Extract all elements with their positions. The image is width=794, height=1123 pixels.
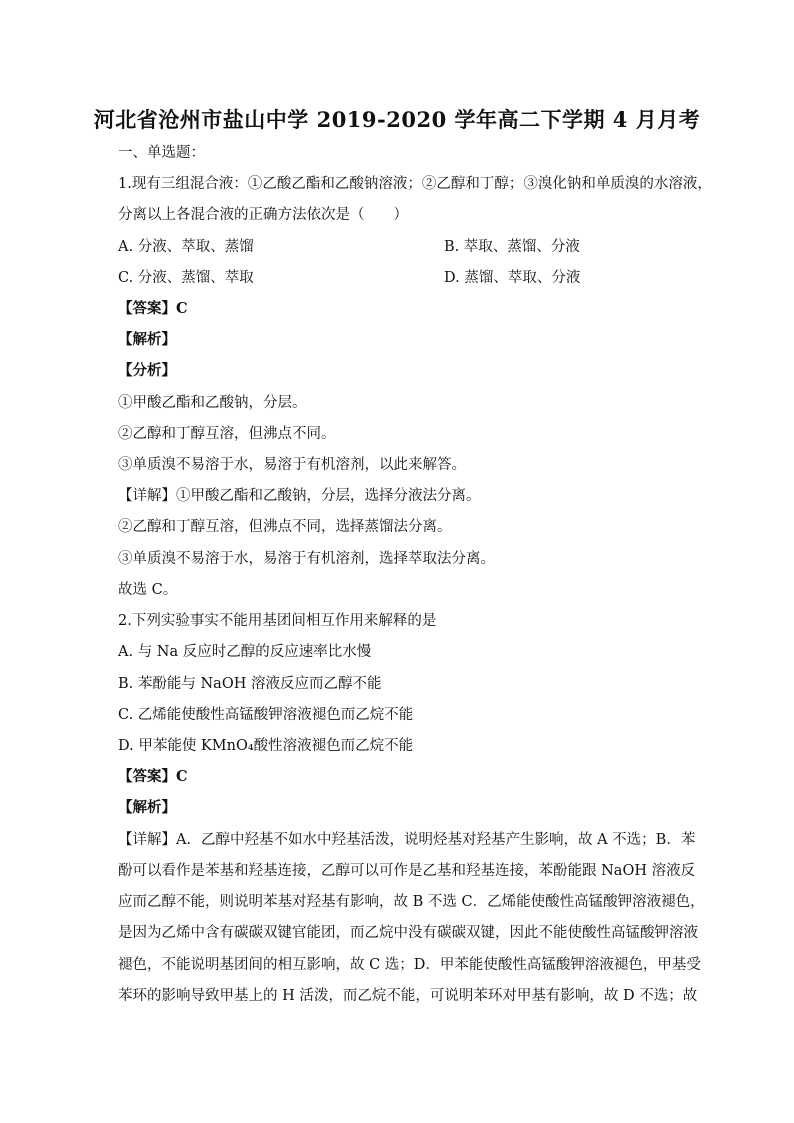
q1-analysis-line: ③单质溴不易溶于水，易溶于有机溶剂，以此来解答。 [118,457,466,473]
q1-analysis-line: ②乙醇和丁醇互溶，但沸点不同。 [118,426,336,442]
q2-detail-line: 褪色，不能说明基团间的相互影响，故 C 选；D．甲苯能使酸性高锰酸钾溶液褪色，甲基受 [118,957,701,973]
q1-analysis-line: ①甲酸乙酯和乙酸钠，分层。 [118,395,307,411]
q1-conclusion: 故选 C。 [118,582,178,598]
q1-option-b: B. 萃取、蒸馏、分液 [444,239,580,255]
q2-answer: 【答案】C [118,768,188,785]
q2-detail-line: 酚可以看作是苯基和羟基连接，乙醇可以可作是乙基和羟基连接，苯酚能跟 NaOH 溶液反 [118,863,696,879]
q1-analysis-heading: 【解析】 [118,331,176,348]
q2-analysis-heading: 【解析】 [118,799,176,816]
q1-answer: 【答案】C [118,300,188,317]
q2-option-c: C. 乙烯能使酸性高锰酸钾溶液褪色而乙烷不能 [118,707,414,723]
q1-detail-line: ③单质溴不易溶于水，易溶于有机溶剂，选择萃取法分离。 [118,551,495,567]
q2-detail-line: 【详解】A．乙醇中羟基不如水中羟基活泼，说明烃基对羟基产生影响，故 A 不选；B．苯 [118,832,696,848]
q2-detail-line: 应而乙醇不能，则说明苯基对羟基有影响，故 B 不选 C．乙烯能使酸性高锰酸钾溶液褪色， [118,894,705,910]
q2-option-a: A. 与 Na 反应时乙醇的反应速率比水慢 [118,644,372,660]
q2-stem: 2.下列实验事实不能用基团间相互作用来解释的是 [118,613,437,629]
section-heading: 一、单选题： [118,145,205,161]
q1-stem-line-2: 分离以上各混合液的正确方法依次是（ ） [118,207,408,223]
q1-option-a: A. 分液、萃取、蒸馏 [118,239,254,255]
q2-option-d: D. 甲苯能使 KMnO₄酸性溶液褪色而乙烷不能 [118,738,414,754]
q2-option-b: B. 苯酚能与 NaOH 溶液反应而乙醇不能 [118,676,382,692]
page-title: 河北省沧州市盐山中学 2019-2020 学年高二下学期 4 月月考 [93,107,701,132]
q1-option-c: C. 分液、蒸馏、萃取 [118,270,254,286]
q2-detail-line: 是因为乙烯中含有碳碳双键官能团，而乙烷中没有碳碳双键，因此不能使酸性高锰酸钾溶液 [118,925,698,941]
q1-option-d: D. 蒸馏、萃取、分液 [444,270,581,286]
q2-detail-line: 苯环的影响导致甲基上的 H 活泼，而乙烷不能，可说明苯环对甲基有影响，故 D 不选；故 [118,988,698,1004]
q1-detail-line: ②乙醇和丁醇互溶，但沸点不同，选择蒸馏法分离。 [118,519,452,535]
q1-sub-heading: 【分析】 [118,362,176,379]
q1-stem-line-1: 1.现有三组混合液：①乙酸乙酯和乙酸钠溶液；②乙醇和丁醇；③溴化钠和单质溴的水溶液， [118,176,712,192]
q1-detail-line: 【详解】①甲酸乙酯和乙酸钠，分层，选择分液法分离。 [118,488,481,504]
